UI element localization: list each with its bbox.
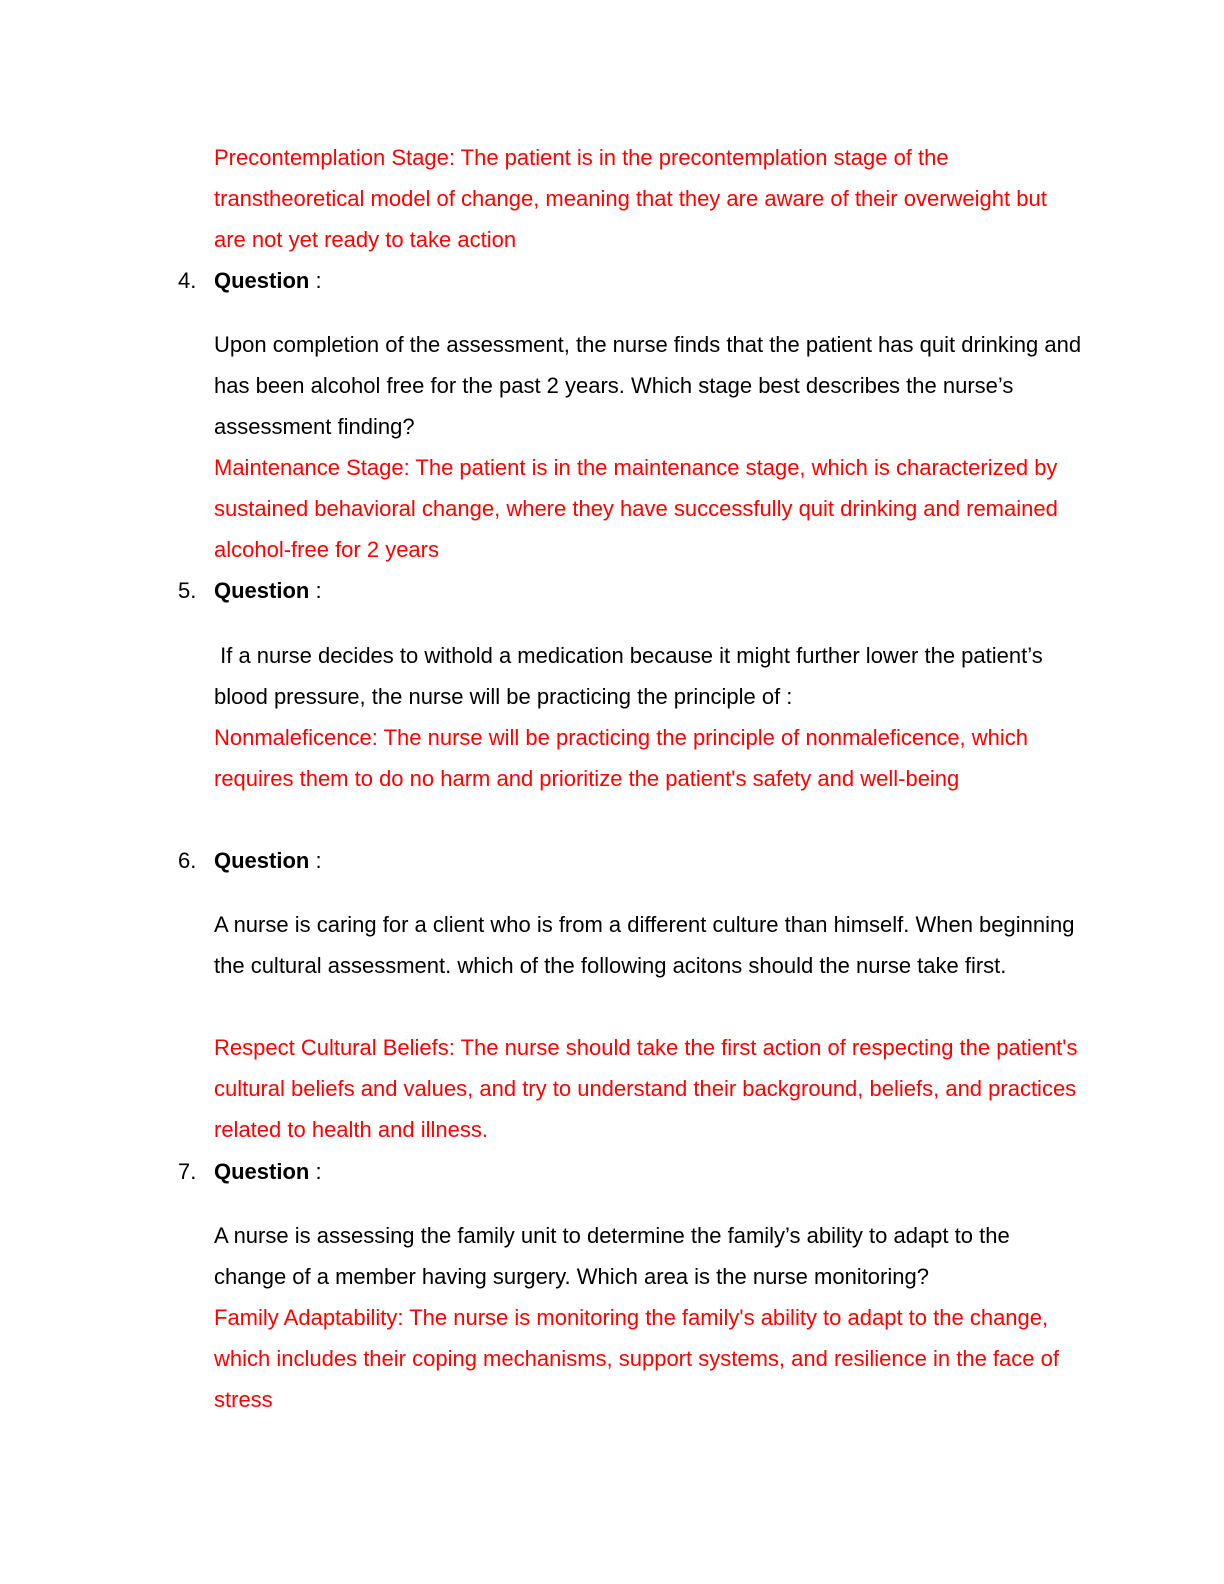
question-heading-7	[214, 1151, 322, 1192]
question-text-6: A nurse is caring for a client who is from a different culture than himself. When beginning the cultural assessment. which of the following acitons should the nurse take first.	[214, 912, 1075, 978]
question-text-7: A nurse is assessing the family unit to determine the family’s ability to adapt to the change of a member having surgery. Which area is the nurse monitoring?	[214, 1223, 1010, 1289]
question-answer-4: Maintenance Stage: The patient is in the maintenance stage, which is characterized by sustained behavioral change, where they have successfully quit drinking and remained alcohol-free for 2 years	[214, 455, 1058, 562]
question-number-7: 7.	[178, 1159, 197, 1184]
question-label: Question	[214, 1159, 310, 1184]
question-answer-5: Nonmaleficence: The nurse will be practicing the principle of nonmaleficence, which requires them to do no harm and prioritize the patient's safety and well-being	[214, 725, 1029, 791]
question-colon: :	[309, 268, 322, 293]
question-heading-5	[214, 570, 322, 611]
intro-answer: Precontemplation Stage: The patient is in the precontemplation stage of the transtheoretical model of change, meaning that they are aware of their overweight but are not yet ready to take action	[214, 145, 1047, 252]
question-text-4: Upon completion of the assessment, the nurse finds that the patient has quit drinking and has been alcohol free for the past 2 years. Which stage best describes the nurse’s assessment finding?	[214, 332, 1082, 439]
question-heading-6	[214, 840, 322, 881]
question-number-4: 4.	[178, 268, 197, 293]
question-number-5: 5.	[178, 578, 197, 603]
question-number-6: 6.	[178, 848, 197, 873]
question-answer-7: Family Adaptability: The nurse is monitoring the family's ability to adapt to the change, which includes their coping mechanisms, support systems, and resilience in the face of stress	[214, 1305, 1059, 1412]
question-label: Question	[214, 578, 310, 603]
question-answer-6: Respect Cultural Beliefs: The nurse should take the first action of respecting the patient's cultural beliefs and values, and try to understand their background, beliefs, and practices related to health and illness.	[214, 1035, 1078, 1142]
question-label: Question	[214, 268, 310, 293]
question-label: Question	[214, 848, 310, 873]
question-colon: :	[309, 1159, 322, 1184]
question-colon: :	[309, 848, 322, 873]
question-heading-4	[214, 260, 322, 301]
question-text-5: If a nurse decides to withold a medication because it might further lower the patient’s blood pressure, the nurse will be practicing the principle of :	[214, 643, 1049, 709]
question-colon: :	[309, 578, 322, 603]
